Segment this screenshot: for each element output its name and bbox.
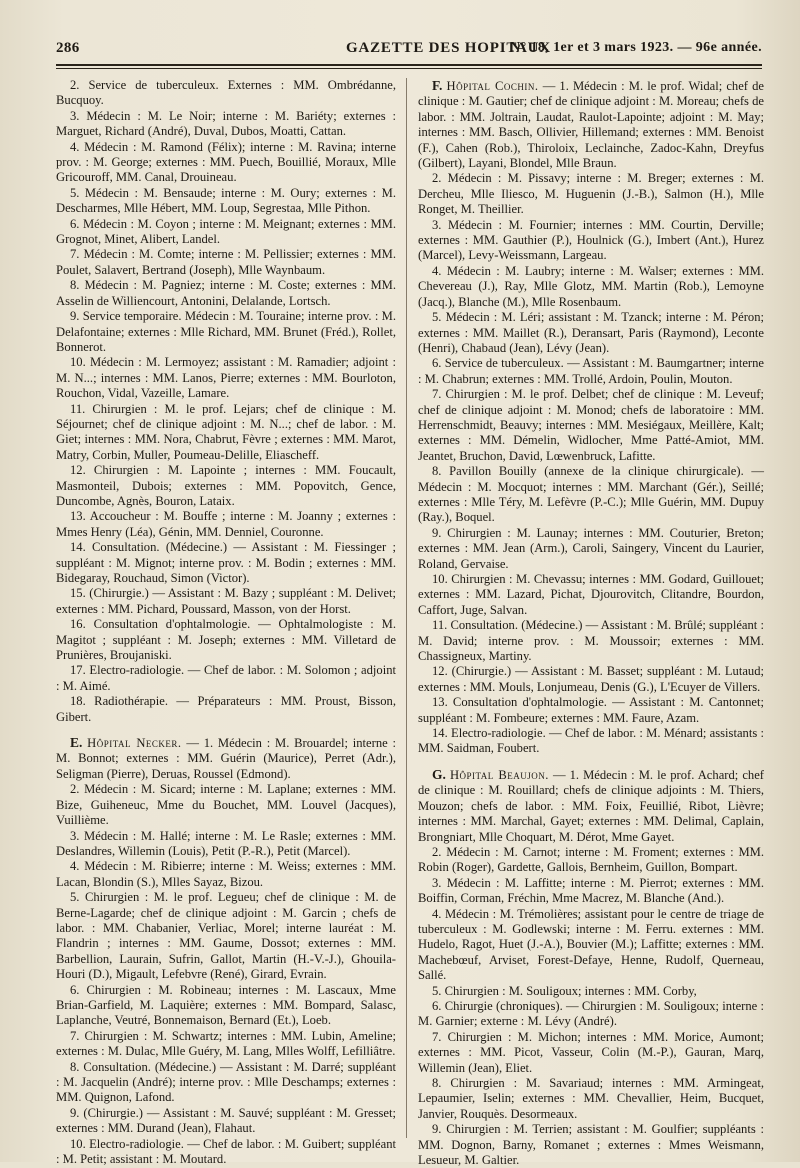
entry-paragraph: 4. Médecin : M. Trémolières; assistant pour le centre de triage de tuberculeux : M. Godlewski; interne : M. Ferru. externes : MM. Hudelo, Ragot, Huet (J.-A.), Bouvier (M.); Laffitte; externes : MM. Machebœuf, Arviset, Forest-Defaye, Henne, Rudolf, Querneau, Sallé. [418, 906, 764, 983]
right-column [418, 78, 764, 1168]
column-divider [406, 78, 407, 1138]
section-letter: F. [432, 78, 443, 93]
entry-paragraph: 8. Médecin : M. Pagniez; interne : M. Coste; externes : MM. Asselin de Williencourt, Antonini, Delalande, Lortsch. [56, 278, 396, 308]
hospital-name: Hôpital Beaujon. [449, 767, 549, 782]
entry-paragraph: 12. (Chirurgie.) — Assistant : M. Basset; suppléant : M. Lutaud; externes : MM. Mouls, Lonjumeau, Denis (G.), L'Ecuyer de Villers. [418, 664, 764, 694]
entry-paragraph: 7. Chirurgien : M. Michon; internes : MM. Morice, Aumont; externes : MM. Picot, Vasseur, Colin (M.-P.), Gauran, Marq, Willemin (Jean), Eliet. [418, 1029, 764, 1075]
entry-paragraph: 18. Radiothérapie. — Préparateurs : MM. Proust, Bisson, Gibert. [56, 694, 396, 724]
entry-paragraph: 5. Médecin : M. Léri; assistant : M. Tzanck; interne : M. Péron; externes : MM. Maillet (R.), Deransart, Paris (Raymond), Leconte (Henri), Chabaud (Jean), Lévy (Jean). [418, 310, 764, 355]
journal-title: GAZETTE DES HOPITAUX [346, 40, 551, 56]
entry-paragraph: 13. Consultation d'ophtalmologie. — Assistant : M. Cantonnet; suppléant : M. Fombeure; externes : MM. Faure, Azam. [418, 695, 764, 725]
entry-paragraph: 2. Médecin : M. Carnot; interne : M. Froment; externes : MM. Robin (Roger), Gardette, Gallois, Bernheim, Guillon, Bompart. [418, 844, 764, 875]
header-rule-thick [56, 64, 762, 66]
entry-paragraph: 5. Médecin : M. Bensaude; interne : M. Oury; externes : M. Descharmes, Mlle Hébert, MM. Loup, Segrestaa, Mlle Pithon. [56, 185, 396, 216]
page-header [56, 38, 762, 60]
entry-paragraph: 15. (Chirurgie.) — Assistant : M. Bazy ; suppléant : M. Delivet; externes : MM. Pichard, Poussard, Masson, von der Horst. [56, 586, 396, 616]
entry-paragraph: 16. Consultation d'ophtalmologie. — Ophtalmologiste : M. Magitot ; suppléant : M. Joseph; externes : MM. Villetard de Prunières, Broujaniski. [56, 617, 396, 663]
entry-paragraph: 8. Chirurgien : M. Savariaud; internes : MM. Armingeat, Lepaumier, Iselin; externes : MM. Chevallier, Heim, Bucquet, Janvier, Rouquès. Desormeaux. [418, 1076, 764, 1121]
section-letter: E. [70, 735, 83, 751]
section-first-paragraph: — 1. Médecin : M. Brouardel; interne : M. Bonnot; externes : MM. Guérin (Maurice), Perret (Adr.), Seligman (Pierre), Deruas, Roussel (Edmond). [56, 736, 396, 781]
entry-paragraph: 4. Médecin : M. Ramond (Félix); interne : M. Ravina; interne prov. : M. George; externes : MM. Puech, Bouillié, Moraux, Mlle Gricouroff, MM. Canal, Drouineau. [56, 139, 396, 185]
hospital-name: Hôpital Necker. [87, 736, 182, 751]
section-letter: G. [432, 766, 446, 782]
entry-paragraph: 3. Médecin : M. Hallé; interne : M. Le Rasle; externes : MM. Deslandres, Willemin (Louis), Petit (P.-R.), Petit (Marcel). [56, 828, 396, 858]
section-first-paragraph: — 1. Médecin : M. le prof. Achard; chef de clinique : M. Rouillard; chefs de clinique adjoints : M. Thiers, Mouzon; chefs de labor. : MM. Foix, Feuillié, Ribot, Lièvre; internes : MM. Marchal, Gayet; externes : MM. Delimal, Caplain, Brongniart, Mlle Choquart, M. Dérot, Mme Gayet. [418, 767, 764, 844]
hospital-name: Hôpital Cochin. [446, 79, 539, 93]
entry-paragraph: 10. Electro-radiologie. — Chef de labor. : M. Guibert; suppléant : M. Petit; assistant : M. Moutard. [56, 1136, 396, 1167]
entry-paragraph: 12. Chirurgien : M. Lapointe ; internes : MM. Foucault, Masmonteil, Dubois; externes : MM. Popovitch, Gence, Duncombe, Agnès, Bouron, Lataix. [56, 463, 396, 508]
section-heading [418, 78, 764, 171]
entry-paragraph: 9. Chirurgien : M. Launay; internes : MM. Couturier, Breton; externes : MM. Jean (Arm.), Caroli, Saingery, Vincent du Laurier, Roland, Gervaise. [418, 525, 764, 571]
section-heading [56, 735, 396, 782]
entry-paragraph: 10. Médecin : M. Lermoyez; assistant : M. Ramadier; adjoint : M. N...; internes : MM. Lanos, Pierre; externes : MM. Bourloton, Rouchon, Vidal, Vazeille, Lamare. [56, 355, 396, 401]
entry-paragraph: 7. Médecin : M. Comte; interne : M. Pellissier; externes : MM. Poulet, Salavert, Bertrand (Joseph), Mlle Waynbaum. [56, 247, 396, 277]
section-d-continued [56, 78, 396, 725]
section-first-paragraph: — 1. Médecin : M. le prof. Widal; chef de clinique : M. Gautier; chef de clinique adjoint : M. Moreau; chefs de labor. : MM. Joltrain, Laudat, Raulot-Lapointe; adjoint : M. May; internes : MM. Basch, Ollivier, Hillemand; externes : MM. Benoist (F.), Cahen (Rob.), Thiroloix, Leclainche, Zadoc-Kahn, Dreyfus (Gilbert), Layani, Blondel, Mlle Braun. [418, 79, 764, 171]
header-rule-thin [56, 68, 762, 69]
section-heading [418, 767, 764, 845]
section-e [56, 735, 396, 1167]
entry-paragraph: 11. Consultation. (Médecine.) — Assistant : M. Brûlé; suppléant : M. David; interne prov. : M. Moussoir; externes : MM. Chassigneux, Martiny. [418, 618, 764, 664]
entry-paragraph: 6. Médecin : M. Coyon ; interne : M. Meignant; externes : MM. Grognot, Minet, Alibert, Landel. [56, 216, 396, 247]
entry-paragraph: 10. Chirurgien : M. Chevassu; internes : MM. Godard, Guillouet; externes : MM. Lazard, Pichat, Djourovitch, Clitandre, Bourdon, Caffort, Juge, Salvan. [418, 572, 764, 617]
entry-paragraph: 7. Chirurgien : M. Schwartz; internes : MM. Lubin, Ameline; externes : M. Dulac, Mlle Guéry, M. Lang, Mlles Wolff, Lefilliâtre. [56, 1028, 396, 1059]
issue-line: N° 18, 1er et 3 mars 1923. — 96e année. [510, 40, 762, 55]
entry-paragraph: 8. Consultation. (Médecine.) — Assistant : M. Darré; suppléant : M. Jacquelin (André); interne prov. : Mlle Deschamps; externes : MM. Quignon, Lafond. [56, 1059, 396, 1105]
entry-paragraph: 11. Chirurgien : M. le prof. Lejars; chef de clinique : M. Séjournet; chef de clinique adjoint : M. N...; chef de labor. : M. Giet; internes : MM. Nora, Chabrut, Fèvre ; externes : MM. Marot, Matry, Corbin, Muller, Poumeau-Delille, Eliascheff. [56, 401, 396, 462]
entry-paragraph: 3. Médecin : M. Le Noir; interne : M. Bariéty; externes : Marguet, Richard (André), Duval, Dubos, Moatti, Cattan. [56, 108, 396, 139]
entry-paragraph: 6. Service de tuberculeux. — Assistant : M. Baumgartner; interne : M. Chabrun; externes : MM. Trollé, Ardoin, Poulin, Mouton. [418, 356, 764, 386]
entry-paragraph: 7. Chirurgien : M. le prof. Delbet; chef de clinique : M. Leveuf; chef de clinique adjoint : M. Monod; chefs de laboratoire : MM. Herrenschmidt, Beauvy; internes : MM. Mesiégaux, Meillère, Kalt; externes : MM. Démelin, Widlocher, Mme Patté-Amiot, MM. Jeantet, Bruchon, David, Lœwenbruck, Lafitte. [418, 387, 764, 463]
entry-paragraph: 6. Chirurgie (chroniques). — Chirurgien : M. Souligoux; interne : M. Garnier; externe : M. Lévy (André). [418, 998, 764, 1029]
entry-paragraph: 5. Chirurgien : M. le prof. Legueu; chef de clinique : M. de Berne-Lagarde; chef de clinique adjoint : M. Garcin ; chefs de labor. : MM. Chabanier, Verliac, Morel; interne lauréat : M. Flandrin ; internes : MM. Gaume, Dossot; externes : MM. Barbellion, Laurain, Sufrin, Gallot, Martin (H.-V.-J.), Ghouila-Houri (D.), Migault, Lefebvre (René), Girard, Evrain. [56, 890, 396, 982]
section-f [418, 78, 764, 757]
section-g [418, 767, 764, 1168]
entry-paragraph: 2. Médecin : M. Sicard; interne : M. Laplane; externes : MM. Bize, Guiheneuc, Mme du Bouchet, MM. Louvel (Jacques), Vuillième. [56, 782, 396, 828]
entry-paragraph: 4. Médecin : M. Laubry; interne : M. Walser; externes : MM. Chevereau (J.), Ray, Mlle Glotz, MM. Martin (Rob.), Lemoyne (Jacq.), Blanche (M.), Mlle Rosenbaum. [418, 263, 764, 309]
entry-paragraph: 6. Chirurgien : M. Robineau; internes : M. Lascaux, Mme Brian-Garfield, M. Laquière; externes : MM. Bompard, Salasc, Laplanche, Veutré, Bonnemaison, Bernard (Et.), Loeb. [56, 982, 396, 1028]
entry-paragraph: 2. Service de tuberculeux. Externes : MM. Ombrédanne, Bucquoy. [56, 78, 396, 108]
left-column [56, 78, 396, 1167]
entry-paragraph: 14. Consultation. (Médecine.) — Assistant : M. Fiessinger ; suppléant : M. Mignot; interne prov. : M. Bodin ; externes : MM. Bidegaray, Rouchaud, Simon (Victor). [56, 540, 396, 585]
entry-paragraph: 13. Accoucheur : M. Bouffe ; interne : M. Joanny ; externes : Mmes Henry (Léa), Génin, MM. Denniel, Couronne. [56, 509, 396, 539]
entry-paragraph: 2. Médecin : M. Pissavy; interne : M. Breger; externes : M. Dercheu, Mlle Iliesco, M. Huguenin (J.-B.), Salmon (H.), Mlle Ronget, M. Theillier. [418, 171, 764, 217]
entry-paragraph: 3. Médecin : M. Fournier; internes : MM. Courtin, Derville; externes : MM. Gauthier (P.), Houlnick (G.), Imbert (Ant.), Hurez (Marcel), Levy-Weissmann, Largeau. [418, 217, 764, 263]
entry-paragraph: 3. Médecin : M. Laffitte; interne : M. Pierrot; externes : MM. Boiffin, Corman, Fréchin, Mme Macrez, M. Blanche (And.). [418, 875, 764, 906]
entry-paragraph: 9. (Chirurgie.) — Assistant : M. Sauvé; suppléant : M. Gresset; externes : MM. Durand (Jean), Flahaut. [56, 1105, 396, 1136]
entry-paragraph: 17. Electro-radiologie. — Chef de labor. : M. Solomon ; adjoint : M. Aimé. [56, 663, 396, 693]
entry-paragraph: 14. Electro-radiologie. — Chef de labor. : M. Ménard; assistants : MM. Saidman, Foubert. [418, 726, 764, 756]
entry-paragraph: 9. Service temporaire. Médecin : M. Touraine; interne prov. : M. Delafontaine; externes : Mlle Richard, MM. Brunet (Fréd.), Rollet, Bonnerot. [56, 309, 396, 354]
page-number: 286 [56, 40, 80, 56]
entry-paragraph: 4. Médecin : M. Ribierre; interne : M. Weiss; externes : MM. Lacan, Blondin (S.), Mlles Sayaz, Bizou. [56, 859, 396, 889]
entry-paragraph: 9. Chirurgien : M. Terrien; assistant : M. Goulfier; suppléants : MM. Dognon, Barny, Romanet ; externes : Mmes Weismann, Lesueur, M. Galtier. [418, 1122, 764, 1168]
entry-paragraph: 8. Pavillon Bouilly (annexe de la clinique chirurgicale). — Médecin : M. Mocquot; internes : MM. Marchant (Gér.), Seillé; externes : Mlle Téry, M. Lefèvre (P.-C.); Mlle Guérin, MM. Dupuy (Ray.), Boquel. [418, 464, 764, 525]
entry-paragraph: 5. Chirurgien : M. Souligoux; internes : MM. Corby, [432, 983, 697, 998]
